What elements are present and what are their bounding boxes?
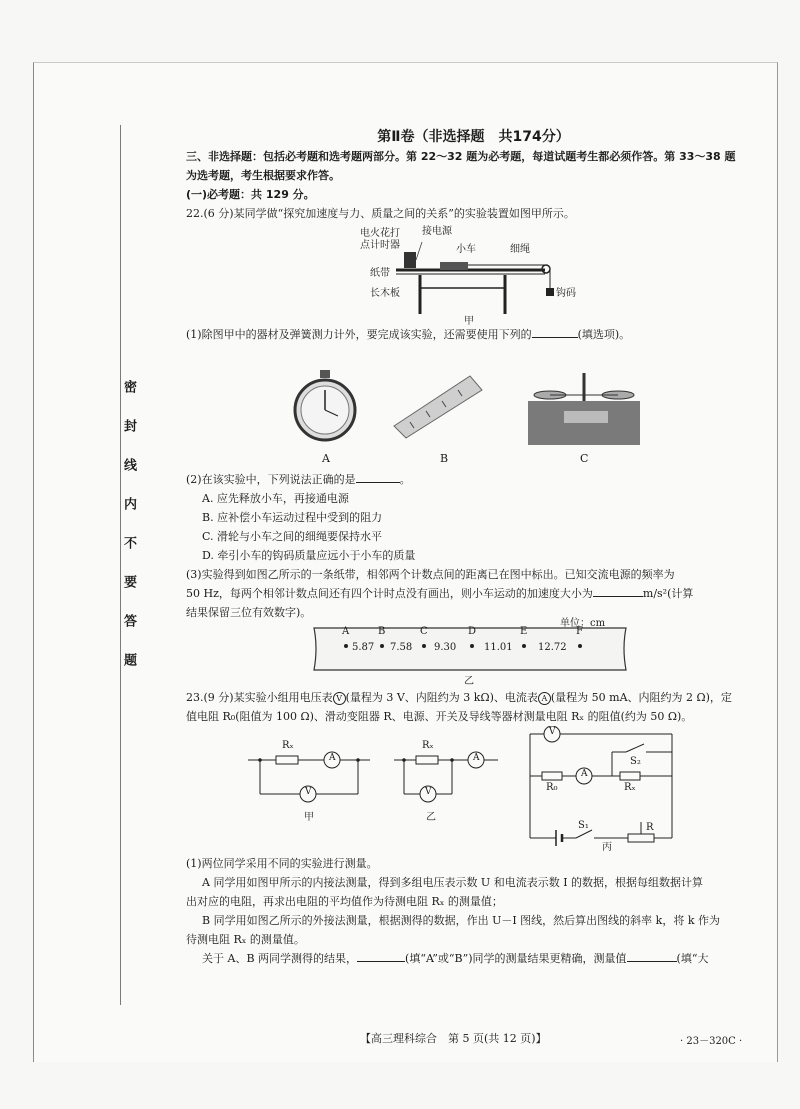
tape-figure: [310, 614, 630, 687]
timer-label-2: 点计时器: [360, 240, 400, 251]
tape-point-c: [422, 644, 426, 648]
ruler-icon: [390, 370, 485, 440]
tape-distance-ef: 12.72: [538, 642, 567, 653]
tape-distance-bc: 7.58: [390, 642, 413, 653]
q22-stem: 22.(6 分)某同学做“探究加速度与力、质量之间的关系”的实验装置如图甲所示。: [186, 207, 575, 220]
tape-label-f: F: [576, 626, 583, 637]
exam-content: [186, 128, 761, 223]
q23-b-line2: 待测电阻 Rₓ 的测量值。: [186, 933, 305, 946]
option-a: A. 应先释放小车，再接通电源: [202, 492, 349, 505]
tape-unit: 单位：cm: [560, 618, 606, 629]
q22-p2: [186, 470, 761, 489]
q22-p3-unit: m/s²(计算: [642, 587, 694, 600]
q22-p1: [186, 325, 761, 344]
circuit-jia: [246, 740, 376, 823]
yi-voltmeter-label: V: [425, 787, 432, 797]
balance-icon: [528, 365, 640, 445]
circuit-jia-caption: 甲: [304, 812, 314, 823]
tape-point-e: [522, 644, 526, 648]
stopwatch-icon: [290, 368, 360, 443]
required-heading: (一)必考题：共 129 分。: [186, 188, 315, 201]
yi-ammeter-label: A: [473, 753, 480, 763]
q22-p1-blank: [532, 326, 578, 338]
jia-ammeter-label: A: [329, 753, 336, 763]
option-d: D. 牵引小车的钩码质量应远小于小车的质量: [202, 549, 416, 562]
tape-distance-ab: 5.87: [352, 642, 375, 653]
circuit-yi-caption: 乙: [426, 812, 436, 823]
option-c-label: C: [580, 452, 589, 465]
circuit-yi-drawing: [392, 740, 502, 810]
q23-body: [186, 854, 761, 968]
option-a-label: A: [322, 452, 330, 465]
voltmeter-symbol: V: [333, 692, 346, 705]
q22-p3-text: 50 Hz，每两个相邻计数点间还有四个计时点没有画出，则小车运动的加速度大小为: [186, 587, 593, 600]
q23-stem-line1: [186, 688, 761, 707]
timer-label: 电火花打: [360, 228, 400, 239]
circuit-bing: [522, 726, 692, 853]
stopwatch-image: [290, 368, 360, 443]
intro-line-1: 三、非选择题：包括必考题和选考题两部分。第 22～32 题为必考题，每道试题考生都必须作答。第 33～38 题: [186, 150, 736, 163]
q22-p3-blank: [593, 585, 643, 597]
weight-label: 钩码: [556, 288, 576, 299]
intro-line-2: 为选考题，考生根据要求作答。: [186, 169, 340, 182]
bing-r0-label: R₀: [546, 782, 558, 793]
page-footer: 【高三理科综合 第 5 页(共 12 页)】: [360, 1032, 547, 1045]
balance-image: [528, 365, 640, 445]
string-label: 细绳: [510, 244, 530, 255]
jia-voltmeter-label: V: [305, 787, 312, 797]
q22-p3-line1: (3)实验得到如图乙所示的一条纸带，相邻两个计数点间的距离已在图中标出。已知交流电源的频率为: [186, 568, 675, 581]
tape-point-a: [344, 644, 348, 648]
q23-stem-a: 23.(9 分)某实验小组用电压表: [186, 691, 333, 704]
q22-p2-blank: [356, 471, 400, 483]
yi-rx-label: Rₓ: [422, 740, 434, 751]
tape-label: 纸带: [370, 268, 390, 279]
q23-a-line2: 出对应的电阻，再求出电阻的平均值作为待测电阻 Rₓ 的测量值；: [186, 895, 503, 908]
tape-label-b: B: [378, 626, 386, 637]
q23-b-line1: B 同学用如图乙所示的外接法测量，根据测得的数据，作出 U－I 图线，然后算出图线的斜率 k，将 k 作为: [202, 914, 721, 927]
power-label: 接电源: [422, 226, 452, 237]
q22-p3-line3: 结果保留三位有效数字)。: [186, 606, 312, 619]
q23-stem-line2: 值电阻 R₀(阻值为 100 Ω)、滑动变阻器 R、电源、开关及导线等器材测量电阻 Rₓ 的阻值(约为 50 Ω)。: [186, 710, 693, 723]
q23-blank-1: [357, 950, 405, 962]
seal-line-label: [134, 380, 150, 692]
q22-p1-tail: (填选项)。: [577, 328, 631, 341]
q23-stem-c: (量程为 50 mA、内阻约为 2 Ω)，定: [550, 691, 732, 704]
q22-p3-line2: [186, 584, 761, 603]
tape-point-d: [470, 644, 474, 648]
tape-label-e: E: [520, 626, 528, 637]
tape-label-d: D: [468, 626, 477, 637]
bing-rx-label: Rₓ: [624, 782, 636, 793]
board-label: 长木板: [370, 288, 400, 299]
q22-part1: [186, 325, 761, 344]
bing-s1-label: S₁: [578, 820, 589, 831]
apparatus-figure: [360, 222, 620, 327]
tape-point-f: [578, 644, 582, 648]
tape-distance-de: 11.01: [484, 642, 513, 653]
paper-code: · 23－320C ·: [680, 1036, 743, 1047]
q23-last: [186, 949, 761, 968]
circuit-jia-drawing: [246, 740, 376, 810]
jia-rx-label: Rₓ: [282, 740, 294, 751]
bing-voltmeter-label: V: [549, 727, 556, 737]
q22-p2-text: (2)在该实验中，下列说法正确的是: [186, 473, 356, 486]
option-b: B. 应补偿小车运动过程中受到的阻力: [202, 511, 383, 524]
q22-p2-tail: 。: [399, 473, 411, 486]
bing-r-label: R: [646, 822, 654, 833]
q23-stem: [186, 688, 761, 726]
q22-part2: [186, 470, 761, 622]
q23-last-b: (填“A”或“B”)同学的测量结果更精确，测量值: [405, 952, 627, 965]
q23-a-line1: A 同学用如图甲所示的内接法测量，得到多组电压表示数 U 和电流表示数 I 的数据，根据每组数据计算: [202, 876, 704, 889]
ruler-image: [390, 370, 485, 440]
tape-label-a: A: [342, 626, 350, 637]
tape-point-b: [380, 644, 384, 648]
option-c: C. 滑轮与小车之间的细绳要保持水平: [202, 530, 383, 543]
section-title: 第Ⅱ卷（非选择题 共174分）: [377, 129, 570, 145]
ammeter-symbol: A: [538, 692, 551, 705]
q22-p1-text: (1)除图甲中的器材及弹簧测力计外，要完成该实验，还需要使用下列的: [186, 328, 532, 341]
bing-s2-label: S₂: [630, 756, 641, 767]
q23-last-c: (填“大: [676, 952, 709, 965]
q23-stem-b: (量程为 3 V、内阻约为 3 kΩ)、电流表: [345, 691, 538, 704]
q23-last-a: 关于 A、B 两同学测得的结果，: [202, 952, 358, 965]
circuit-yi: [392, 740, 502, 823]
q23-p1: (1)两位同学采用不同的实验进行测量。: [186, 857, 378, 870]
tape-label-c: C: [420, 626, 428, 637]
tape-distance-cd: 9.30: [434, 642, 457, 653]
circuit-bing-caption: 丙: [602, 842, 612, 853]
option-b-label: B: [440, 452, 449, 465]
tape-caption: 乙: [464, 676, 474, 687]
q23-blank-2: [627, 950, 677, 962]
figure-jia-caption: 甲: [464, 316, 474, 327]
cart-label: 小车: [456, 244, 476, 255]
bing-ammeter-label: A: [581, 769, 588, 779]
